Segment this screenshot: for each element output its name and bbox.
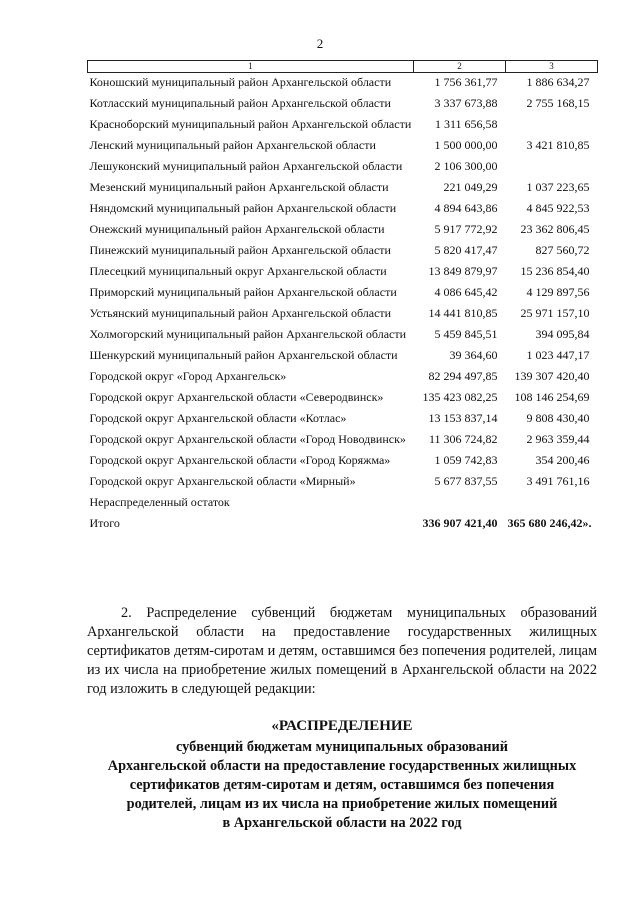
- amount-column-2: 2 106 300,00: [434, 159, 498, 173]
- amount-column-2: 336 907 421,40: [422, 516, 498, 530]
- amount-column-3: 3 491 761,16: [526, 474, 590, 488]
- municipality-name: Няндомский муниципальный район Архангельской области: [89, 201, 397, 215]
- amount-column-3: 365 680 246,42».: [507, 516, 592, 530]
- table-row: [88, 388, 598, 409]
- municipality-name: Устьянский муниципальный район Архангельской области: [89, 306, 392, 320]
- amount-column-2: 5 917 772,92: [434, 222, 498, 236]
- amount-column-2: 5 677 837,55: [434, 474, 498, 488]
- table-row: [88, 304, 598, 325]
- municipality-name: Итого: [89, 516, 120, 530]
- municipality-name: Коношский муниципальный район Архангельской области: [89, 75, 392, 89]
- table-row: [88, 178, 598, 199]
- municipality-name: Городской округ Архангельской области «Город Новодвинск»: [89, 432, 406, 446]
- amount-column-2: 3 337 673,88: [434, 96, 498, 110]
- table-row: [88, 115, 598, 136]
- amount-column-3: 4 129 897,56: [526, 285, 590, 299]
- municipality-name: Котласский муниципальный район Архангельской области: [89, 96, 391, 110]
- table-body: [88, 73, 598, 536]
- municipality-name: Шенкурский муниципальный район Архангельской области: [89, 348, 398, 362]
- amount-column-3: 1 886 634,27: [526, 75, 590, 89]
- table-row: [88, 367, 598, 388]
- amount-column-2: 135 423 082,25: [422, 390, 498, 404]
- municipality-name: Лешуконский муниципальный район Архангельской области: [89, 159, 403, 173]
- table-row: [88, 472, 598, 493]
- column-header-2: 2: [414, 61, 506, 73]
- amount-column-3: 9 808 430,40: [526, 411, 590, 425]
- heading-line: родителей, лицам из их числа на приобретение жилых помещений: [126, 796, 558, 812]
- heading-title: «РАСПРЕДЕЛЕНИЕ: [271, 718, 413, 734]
- table-row: [88, 94, 598, 115]
- amount-column-3: 15 236 854,40: [520, 264, 590, 278]
- amount-column-2: 14 441 810,85: [428, 306, 498, 320]
- amount-column-3: 25 971 157,10: [520, 306, 590, 320]
- column-header-1: 1: [88, 61, 414, 73]
- municipality-name: Мезенский муниципальный район Архангельской области: [89, 180, 389, 194]
- table-row: [88, 262, 598, 283]
- amount-column-2: 1 059 742,83: [434, 453, 498, 467]
- municipality-name: Городской округ Архангельской области «Город Коряжма»: [89, 453, 391, 467]
- heading-line: субвенций бюджетам муниципальных образований: [175, 739, 508, 755]
- amount-column-2: [414, 493, 506, 514]
- amount-column-3: 139 307 420,40: [514, 369, 590, 383]
- table-row: [88, 157, 598, 178]
- amount-column-3: [506, 115, 598, 136]
- municipality-name: Холмогорский муниципальный район Архангельской области: [89, 327, 407, 341]
- amendment-paragraph: 2. Распределение субвенций бюджетам муниципальных образований Архангельской области на предоставление государственных жилищных сертификатов детям-сиротам и детям, оставшимся без попечения родителей, лицам из их числа на приобретение жилых помещений в Архангельской области на 2022 год изложить в следующей редакции:: [87, 605, 597, 697]
- section-heading: [87, 717, 597, 833]
- table-total-row: [88, 514, 598, 535]
- municipality-name: Онежский муниципальный район Архангельской области: [89, 222, 385, 236]
- amount-column-3: 354 200,46: [535, 453, 590, 467]
- table-row: [88, 283, 598, 304]
- column-header-3: 3: [506, 61, 598, 73]
- table-row: [88, 409, 598, 430]
- table-row: [88, 73, 598, 95]
- amount-column-2: 221 049,29: [443, 180, 498, 194]
- amount-column-3: [506, 493, 598, 514]
- amount-column-2: 4 894 643,86: [434, 201, 498, 215]
- amount-column-3: [506, 157, 598, 178]
- heading-line: в Архангельской области на 2022 год: [222, 815, 462, 831]
- municipality-name: Городской округ «Город Архангельск»: [89, 369, 287, 383]
- amount-column-2: 13 153 837,14: [428, 411, 498, 425]
- table-row: [88, 241, 598, 262]
- table-row: [88, 451, 598, 472]
- amount-column-3: 3 421 810,85: [526, 138, 590, 152]
- municipality-name: Городской округ Архангельской области «Мирный»: [89, 474, 356, 488]
- municipality-name: Пинежский муниципальный район Архангельской области: [89, 243, 391, 257]
- table-row: [88, 346, 598, 367]
- amount-column-2: 39 364,60: [449, 348, 498, 362]
- table-row: [88, 430, 598, 451]
- amount-column-3: 394 095,84: [535, 327, 590, 341]
- table-row: [88, 220, 598, 241]
- municipality-name: Городской округ Архангельской области «Котлас»: [89, 411, 347, 425]
- amount-column-2: 11 306 724,82: [428, 432, 498, 446]
- amount-column-3: 2 963 359,44: [526, 432, 590, 446]
- amount-column-3: 4 845 922,53: [526, 201, 590, 215]
- amount-column-2: 1 311 656,58: [434, 117, 498, 131]
- table-header: [88, 61, 598, 73]
- amount-column-3: 2 755 168,15: [526, 96, 590, 110]
- municipality-name: Городской округ Архангельской области «Северодвинск»: [89, 390, 384, 404]
- amount-column-2: 5 459 845,51: [434, 327, 498, 341]
- amount-column-2: 5 820 417,47: [434, 243, 498, 257]
- amount-column-3: 827 560,72: [535, 243, 590, 257]
- municipality-name: Плесецкий муниципальный округ Архангельской области: [89, 264, 387, 278]
- amount-column-2: 4 086 645,42: [434, 285, 498, 299]
- amount-column-2: 1 500 000,00: [434, 138, 498, 152]
- municipality-name: Красноборский муниципальный район Архангельской области: [89, 117, 412, 131]
- amount-column-3: 1 023 447,17: [526, 348, 590, 362]
- table-row: [88, 199, 598, 220]
- amount-column-2: 13 849 879,97: [428, 264, 498, 278]
- heading-line: Архангельской области на предоставление государственных жилищных: [107, 758, 577, 774]
- municipality-name: Нераспределенный остаток: [89, 495, 230, 509]
- amount-column-2: 1 756 361,77: [434, 75, 498, 89]
- page-number: 2: [316, 36, 324, 51]
- amount-column-2: 82 294 497,85: [428, 369, 498, 383]
- amount-column-3: 108 146 254,69: [514, 390, 590, 404]
- amount-column-3: 1 037 223,65: [526, 180, 590, 194]
- table-row: [88, 136, 598, 157]
- table-row: [88, 493, 598, 514]
- table-row: [88, 325, 598, 346]
- heading-line: сертификатов детям-сиротам и детям, оставшимся без попечения: [129, 777, 555, 793]
- municipality-name: Ленский муниципальный район Архангельской области: [89, 138, 376, 152]
- subsidy-distribution-table: [87, 60, 598, 535]
- amount-column-3: 23 362 806,45: [520, 222, 590, 236]
- municipality-name: Приморский муниципальный район Архангельской области: [89, 285, 397, 299]
